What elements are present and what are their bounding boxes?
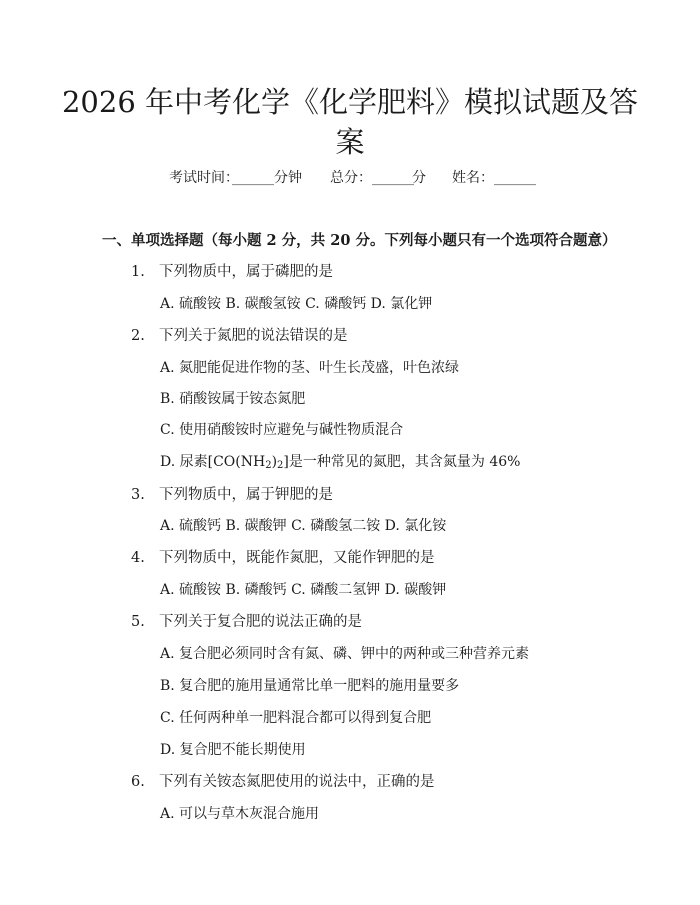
question-5-option-a: A. 复合肥必须同时含有氮、磷、钾中的两种或三种营养元素 (160, 646, 530, 662)
score-blank: ______ (372, 170, 414, 186)
question-text: 下列物质中，属于磷肥的是 (159, 264, 333, 280)
question-number: 4. (131, 550, 145, 566)
question-5-option-b: B. 复合肥的施用量通常比单一肥料的施用量要多 (160, 678, 460, 694)
title-line-1: 2026 年中考化学《化学肥料》模拟试题及答 (61, 85, 639, 119)
option-d-text-start: D. 尿素[CO(NH (160, 454, 266, 470)
question-text: 下列物质中，属于钾肥的是 (159, 487, 333, 503)
question-number: 3. (131, 487, 145, 503)
question-2-option-b: B. 硝酸铵属于铵态氮肥 (160, 391, 306, 407)
question-2-option-c: C. 使用硝酸铵时应避免与碱性物质混合 (160, 422, 404, 438)
name-blank: ______ (494, 170, 536, 186)
time-unit: 分钟 (274, 170, 302, 186)
question-1-options: A. 硫酸铵 B. 碳酸氢铵 C. 磷酸钙 D. 氯化钾 (160, 296, 433, 312)
question-number: 1. (131, 264, 145, 280)
score-unit: 分 (412, 170, 426, 186)
option-d-text-end: ]是一种常见的氮肥，其含氮量为 46% (283, 454, 521, 470)
title-line-2: 案 (335, 125, 365, 159)
question-5-option-d: D. 复合肥不能长期使用 (160, 742, 306, 758)
question-6-option-a: A. 可以与草木灰混合施用 (160, 806, 320, 822)
name-label: 姓名： (452, 170, 494, 186)
question-text: 下列有关铵态氮肥使用的说法中，正确的是 (159, 774, 435, 790)
section-heading: 一、单项选择题（每小题 2 分，共 20 分。下列每小题只有一个选项符合题意） (102, 232, 617, 249)
question-text: 下列关于复合肥的说法正确的是 (159, 614, 362, 630)
option-d-text-mid: ) (271, 454, 278, 470)
time-blank: ______ (232, 170, 274, 186)
question-5-option-c: C. 任何两种单一肥料混合都可以得到复合肥 (160, 710, 432, 726)
question-text: 下列关于氮肥的说法错误的是 (159, 328, 348, 344)
question-4-options: A. 硫酸铵 B. 磷酸钙 C. 磷酸二氢钾 D. 碳酸钾 (160, 582, 447, 598)
subscript-2b: 2 (277, 460, 284, 471)
question-number: 2. (131, 328, 145, 344)
question-2-option-a: A. 氮肥能促进作物的茎、叶生长茂盛，叶色浓绿 (160, 360, 460, 376)
time-label: 考试时间： (169, 170, 239, 186)
question-text: 下列物质中，既能作氮肥，又能作钾肥的是 (159, 550, 435, 566)
subscript-2: 2 (265, 460, 272, 471)
question-3-options: A. 硫酸钙 B. 碳酸钾 C. 磷酸氢二铵 D. 氯化铵 (160, 518, 447, 534)
question-number: 6. (131, 774, 145, 790)
question-number: 5. (131, 614, 145, 630)
document-title (60, 82, 640, 162)
score-label: 总分： (330, 170, 372, 186)
question-2-option-d (160, 452, 520, 476)
